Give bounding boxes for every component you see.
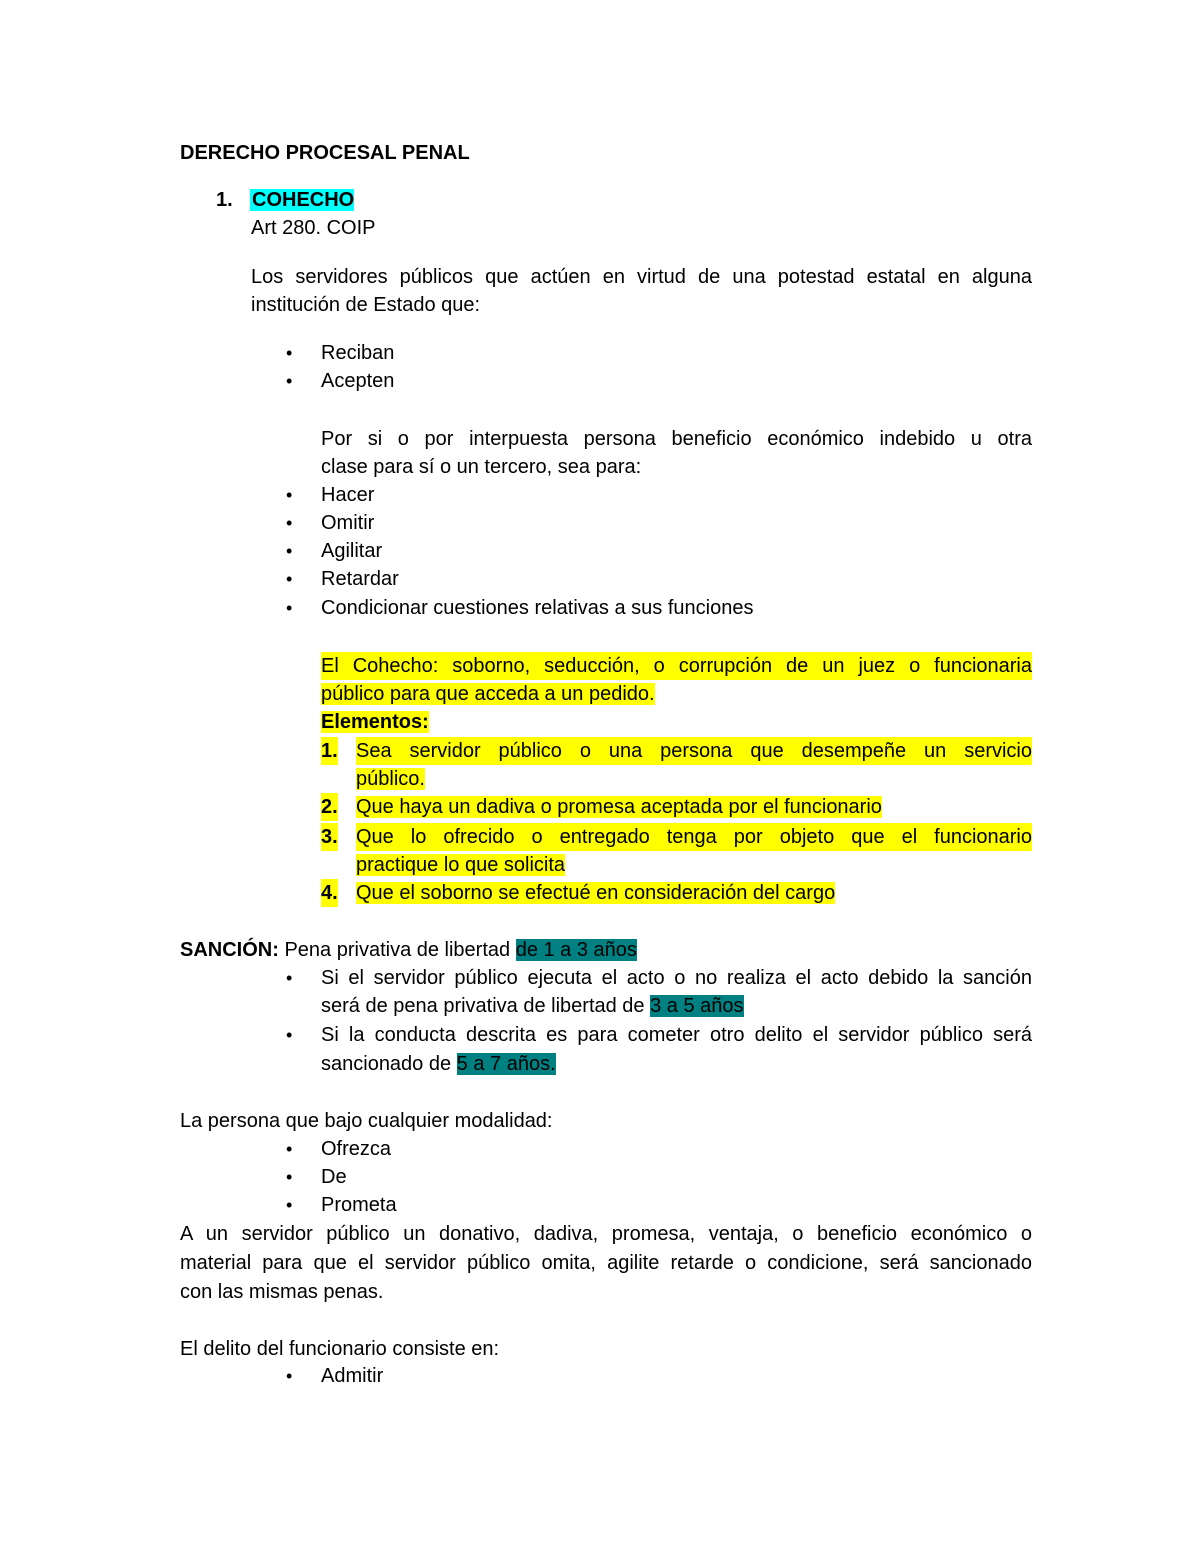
sancion-bullet-1-range: 3 a 5 años xyxy=(650,995,744,1017)
sancion-line xyxy=(180,936,637,964)
sancion-bullet-1-text: será de pena privativa de libertad de xyxy=(321,995,651,1017)
bullet-icon: • xyxy=(286,1139,293,1159)
intro-line-2: institución de Estado que: xyxy=(251,294,481,316)
elemento-2-line-1 xyxy=(356,793,882,821)
list-item: Hacer xyxy=(321,484,375,506)
bullet-icon: • xyxy=(286,598,293,618)
bullet-icon: • xyxy=(286,1025,293,1045)
elemento-number: 1. xyxy=(321,737,338,765)
elemento-1-line-2 xyxy=(356,765,425,793)
sancion-bullet-2-line-1: Si la conducta descrita es para cometer otro delito el servidor público será xyxy=(321,1024,1032,1046)
sancion-label: SANCIÓN: xyxy=(180,939,279,961)
section-heading xyxy=(250,186,354,214)
elemento-number: 4. xyxy=(321,879,338,907)
elemento-number: 3. xyxy=(321,823,338,851)
sancion-bullet-2-range: 5 a 7 años. xyxy=(456,1053,556,1075)
sancion-bullet-2-line-2 xyxy=(321,1050,556,1078)
article-reference: Art 280. COIP xyxy=(251,217,376,239)
list-item: Retardar xyxy=(321,568,399,590)
list-item: De xyxy=(321,1166,347,1188)
bullet-icon: • xyxy=(286,541,293,561)
bullet-icon: • xyxy=(286,371,293,391)
definition-line-2-text: público para que acceda a un pedido. xyxy=(321,683,655,705)
bullet-icon: • xyxy=(286,343,293,363)
sancion-bullet-2-text: sancionado de xyxy=(321,1053,457,1075)
para2-line-2: clase para sí o un tercero, sea para: xyxy=(321,456,642,478)
list-item: Omitir xyxy=(321,512,375,534)
elemento-3-line-2-text: practique lo que solicita xyxy=(356,854,566,876)
bullet-icon: • xyxy=(286,569,293,589)
elemento-1-line-1: Sea servidor público o una persona que desempeñe un servicio xyxy=(356,737,1032,765)
list-item: Condicionar cuestiones relativas a sus funciones xyxy=(321,597,754,619)
list-item: Ofrezca xyxy=(321,1138,392,1160)
bullet-icon: • xyxy=(286,513,293,533)
section-number: 1. xyxy=(216,189,233,211)
bullet-icon: • xyxy=(286,968,293,988)
list-item: Reciban xyxy=(321,342,395,364)
section-heading-text: COHECHO xyxy=(252,189,355,211)
list-item: Agilitar xyxy=(321,540,383,562)
definition-line-2 xyxy=(321,680,655,708)
elemento-4-line-1 xyxy=(356,879,835,907)
sancion-bullet-1-line-1: Si el servidor público ejecuta el acto o no realiza el acto debido la sanción xyxy=(321,967,1032,989)
sancion-text: Pena privativa de libertad xyxy=(278,939,516,961)
elemento-3-line-1: Que lo ofrecido o entregado tenga por objeto que el funcionario xyxy=(356,823,1032,851)
elemento-3-line-2 xyxy=(356,851,565,879)
definition-line-1: El Cohecho: soborno, seducción, o corrupción de un juez o funcionaria xyxy=(321,652,1032,680)
para2-line-1: Por si o por interpuesta persona beneficio económico indebido u otra xyxy=(321,428,1032,450)
list-item: Acepten xyxy=(321,370,395,392)
bullet-icon: • xyxy=(286,1195,293,1215)
elemento-number: 2. xyxy=(321,793,338,821)
intro-line-1: Los servidores públicos que actúen en virtud de una potestad estatal en alguna xyxy=(251,266,1032,288)
sancion-range: de 1 a 3 años xyxy=(515,939,637,961)
persona-line-3: con las mismas penas. xyxy=(180,1281,384,1303)
elementos-label-text: Elementos: xyxy=(321,711,429,733)
bullet-icon: • xyxy=(286,485,293,505)
persona-line-2: material para que el servidor público omita, agilite retarde o condicione, será sancionado xyxy=(180,1252,1032,1274)
persona-intro: La persona que bajo cualquier modalidad: xyxy=(180,1110,553,1132)
list-item: Prometa xyxy=(321,1194,397,1216)
sancion-bullet-1-line-2 xyxy=(321,992,744,1020)
elementos-label xyxy=(321,708,429,736)
elemento-1-line-2-text: público. xyxy=(356,768,425,790)
elemento-4-line-1-text: Que el soborno se efectué en consideración del cargo xyxy=(356,882,836,904)
list-item: Admitir xyxy=(321,1365,384,1387)
bullet-icon: • xyxy=(286,1366,293,1386)
document-title: DERECHO PROCESAL PENAL xyxy=(180,142,470,164)
elemento-2-line-1-text: Que haya un dadiva o promesa aceptada por el funcionario xyxy=(356,796,882,818)
persona-line-1: A un servidor público un donativo, dadiva, promesa, ventaja, o beneficio económico o xyxy=(180,1223,1032,1245)
delito-intro: El delito del funcionario consiste en: xyxy=(180,1338,500,1360)
bullet-icon: • xyxy=(286,1167,293,1187)
